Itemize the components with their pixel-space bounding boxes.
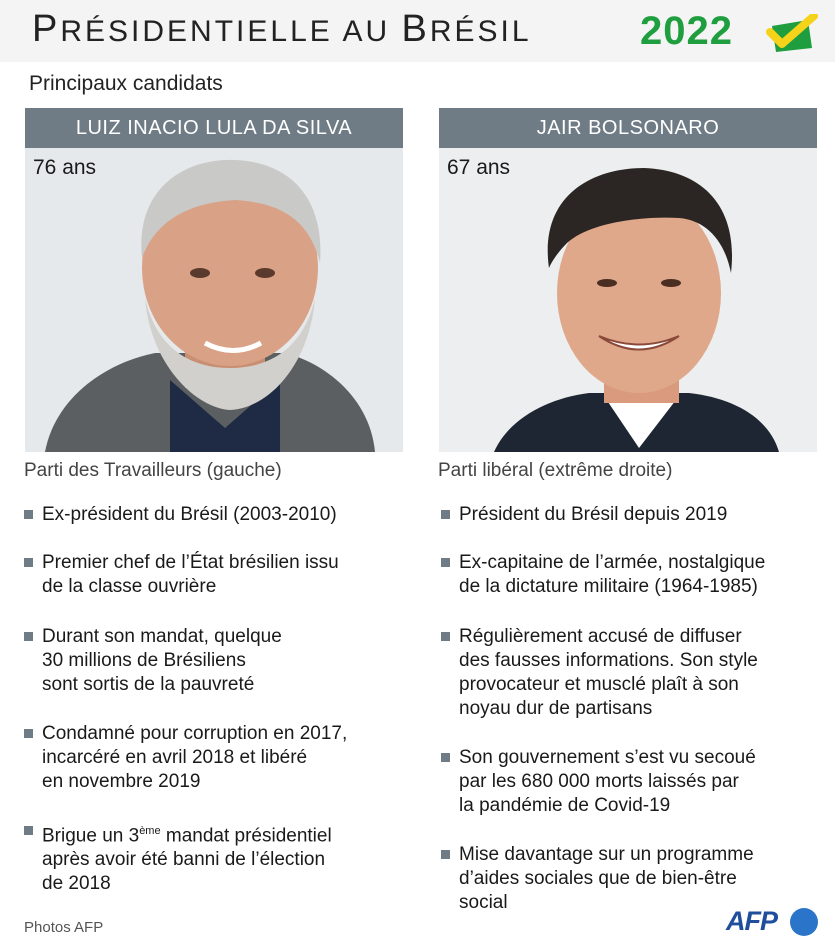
- candidate-photo: [25, 148, 403, 452]
- candidate-name: JAIR BOLSONARO: [439, 108, 817, 148]
- bullet-list-bolsonaro: [441, 503, 826, 915]
- candidate-card-lula: [25, 108, 403, 452]
- list-item: Durant son mandat, quelque 30 millions de Brésiliens sont sortis de la pauvreté: [24, 625, 409, 697]
- bullet-square-icon: [441, 558, 450, 567]
- bullet-square-icon: [441, 850, 450, 859]
- list-item: Ex-président du Brésil (2003-2010): [24, 503, 409, 527]
- bullet-square-icon: [441, 753, 450, 762]
- bullet-square-icon: [24, 510, 33, 519]
- afp-logo: AFP: [726, 906, 777, 936]
- list-item: Mise davantage sur un programme d’aides sociales que de bien-être social: [441, 843, 826, 915]
- portrait-illustration: [439, 148, 817, 452]
- candidate-card-bolsonaro: [439, 108, 817, 452]
- ballot-check-icon: [766, 14, 818, 54]
- candidate-party: Parti des Travailleurs (gauche): [24, 460, 282, 481]
- header-band: [0, 0, 835, 62]
- candidate-party: Parti libéral (extrême droite): [438, 460, 673, 481]
- bullet-square-icon: [24, 826, 33, 835]
- candidate-age: 67 ans: [447, 156, 511, 179]
- list-item: Président du Brésil depuis 2019: [441, 503, 826, 527]
- bullet-list-lula: [24, 503, 409, 896]
- subtitle: Principaux candidats: [29, 72, 223, 95]
- year-label: 2022: [640, 9, 733, 53]
- bullet-square-icon: [24, 729, 33, 738]
- photo-credit: Photos AFP: [24, 919, 104, 936]
- bullet-square-icon: [24, 632, 33, 641]
- candidate-age: 76 ans: [33, 156, 97, 179]
- candidate-photo: [439, 148, 817, 452]
- list-item: Premier chef de l’État brésilien issu de la classe ouvrière: [24, 551, 409, 599]
- bullet-square-icon: [441, 510, 450, 519]
- list-item: Son gouvernement s’est vu secoué par les 680 000 morts laissés par la pandémie de Covid-19: [441, 746, 826, 818]
- list-item: Régulièrement accusé de diffuser des fausses informations. Son style provocateur et musclé plaît à son noyau dur de partisans: [441, 625, 826, 721]
- bullet-square-icon: [441, 632, 450, 641]
- list-item: Brigue un 3ème mandat présidentiel après avoir été banni de l’élection de 2018: [24, 819, 409, 896]
- bullet-square-icon: [24, 558, 33, 567]
- afp-logo-circle-icon: [790, 908, 818, 936]
- list-item: Ex-capitaine de l’armée, nostalgique de la dictature militaire (1964-1985): [441, 551, 826, 599]
- page-title: PRÉSIDENTIELLE AU BRÉSIL: [32, 8, 532, 50]
- portrait-illustration: [25, 148, 403, 452]
- list-item: Condamné pour corruption en 2017, incarcéré en avril 2018 et libéré en novembre 2019: [24, 722, 409, 794]
- candidate-name: LUIZ INACIO LULA DA SILVA: [25, 108, 403, 148]
